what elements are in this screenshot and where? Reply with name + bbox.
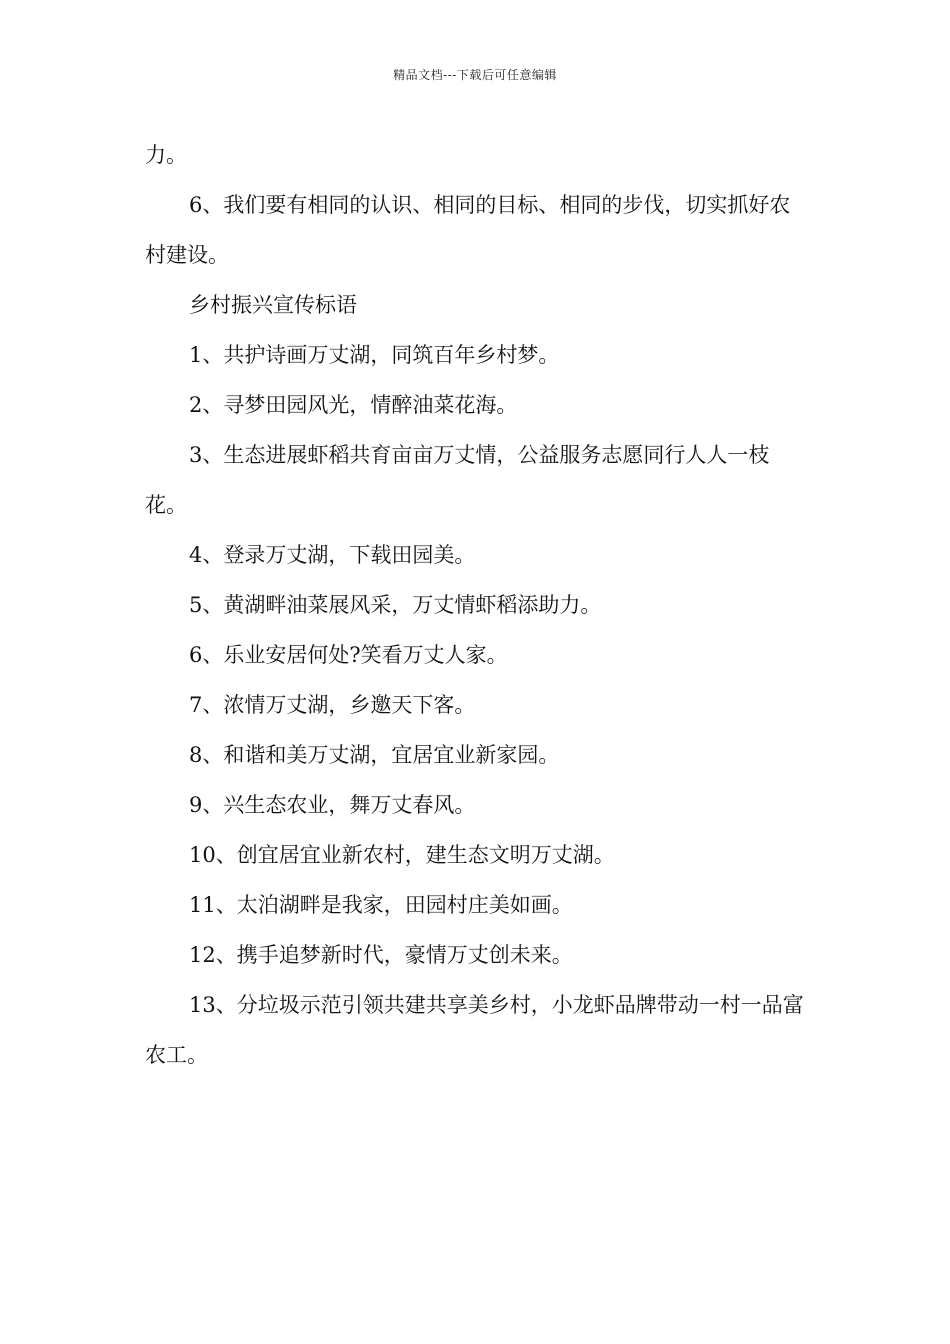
- document-body: [145, 130, 810, 1080]
- slogan-item: 5、黄湖畔油菜展风采，万丈情虾稻添助力。: [189, 593, 602, 617]
- slogan-item: 4、登录万丈湖，下载田园美。: [189, 543, 476, 567]
- slogan-item: 1、共护诗画万丈湖，同筑百年乡村梦。: [189, 343, 560, 367]
- paragraph: 6、我们要有相同的认识、相同的目标、相同的步伐，切实抓好农村建设。: [145, 193, 791, 267]
- slogan-item: 2、寻梦田园风光，情醉油菜花海。: [189, 393, 518, 417]
- slogan-item: 11、太泊湖畔是我家，田园村庄美如画。: [189, 893, 573, 917]
- slogan-item: 8、和谐和美万丈湖，宜居宜业新家园。: [189, 743, 560, 767]
- slogan-item: 6、乐业安居何处?笑看万丈人家。: [189, 643, 508, 667]
- section-heading: 乡村振兴宣传标语: [189, 293, 357, 317]
- paragraph-continuation: 力。: [145, 143, 187, 167]
- page-header: 精品文档---下载后可任意编辑: [393, 68, 557, 82]
- slogan-item: 9、兴生态农业，舞万丈春风。: [189, 793, 476, 817]
- slogan-item: 12、携手追梦新时代，豪情万丈创未来。: [189, 943, 573, 967]
- slogan-item: 3、生态进展虾稻共育亩亩万丈情，公益服务志愿同行人人一枝花。: [145, 443, 770, 517]
- slogan-item: 13、分垃圾示范引领共建共享美乡村，小龙虾品牌带动一村一品富农工。: [145, 993, 804, 1067]
- slogan-item: 7、浓情万丈湖，乡邀天下客。: [189, 693, 476, 717]
- slogan-item: 10、创宜居宜业新农村，建生态文明万丈湖。: [189, 843, 615, 867]
